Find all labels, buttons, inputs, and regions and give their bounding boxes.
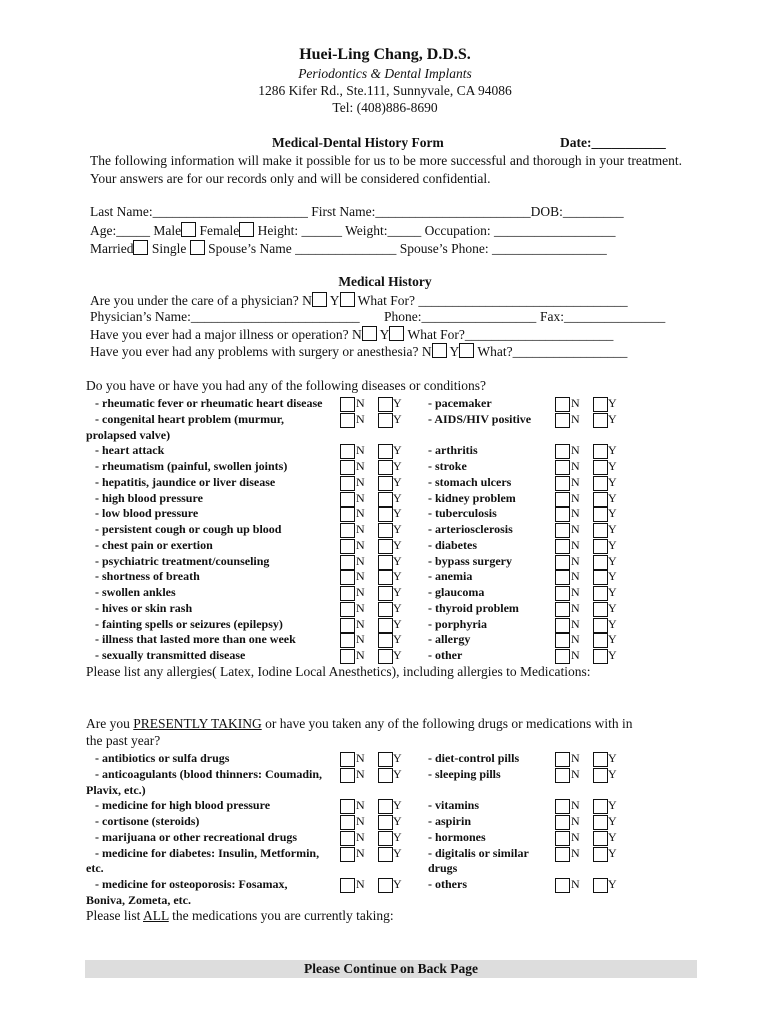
major-illness-row [90, 326, 613, 343]
condition-left-n-label: N [356, 632, 365, 647]
condition-right-n-checkbox[interactable] [555, 397, 570, 412]
medication-left-y-label: Y [393, 845, 402, 860]
surgery-problem-question: Have you ever had any problems with surgery or anesthesia? N [90, 344, 432, 359]
medication-right-label: - vitamins [428, 798, 479, 813]
medications-list-prompt [86, 908, 394, 924]
surgery-problem-n-checkbox[interactable] [432, 343, 447, 358]
condition-right-n-label: N [571, 585, 580, 599]
female-checkbox[interactable] [239, 222, 254, 237]
condition-right-y-label: Y [608, 443, 617, 458]
medication-left-n-checkbox[interactable] [340, 768, 355, 783]
condition-right-y-checkbox[interactable] [593, 523, 608, 538]
condition-right-n-label: N [571, 616, 580, 631]
condition-right-y-checkbox[interactable] [593, 570, 608, 585]
medication-left-label: - cortisone (steroids) [95, 814, 200, 828]
condition-left-y-label: Y [393, 522, 402, 536]
medication-right-n-label: N [571, 845, 580, 860]
condition-right-label: - tuberculosis [428, 506, 497, 521]
list-prompt-all: ALL [143, 908, 169, 923]
physician-care-y-label: Y [329, 293, 340, 308]
condition-right-n-checkbox[interactable] [555, 555, 570, 570]
medication-right-n-label: N [571, 766, 580, 781]
condition-right-y-checkbox[interactable] [593, 397, 608, 412]
condition-left-n-label: N [356, 396, 365, 410]
medication-left-n-label: N [356, 766, 365, 781]
medication-right-y-checkbox[interactable] [593, 799, 608, 814]
physician-care-what-for[interactable]: What For? _______________________________ [357, 293, 628, 308]
form-intro: The following information will make it possible for us to be more successful and thorough in your treatment. Your answers are for our records only and will be considered confidential. [90, 153, 682, 186]
major-illness-y-checkbox[interactable] [389, 326, 404, 341]
condition-left-y-checkbox[interactable] [378, 523, 393, 538]
condition-left-n-label: N [356, 600, 365, 615]
condition-left-n-label: N [356, 443, 365, 458]
condition-left-label: - psychiatric treatment/counseling [95, 553, 270, 568]
condition-left-n-checkbox[interactable] [340, 397, 355, 412]
condition-right-y-label: Y [608, 411, 617, 426]
condition-right-y-checkbox[interactable] [593, 649, 608, 664]
condition-right-y-label: Y [608, 585, 617, 599]
medication-right-y-label: Y [608, 814, 617, 828]
medication-left-y-label: Y [393, 798, 402, 813]
condition-right-label: - anemia [428, 569, 473, 584]
condition-left-y-checkbox[interactable] [378, 633, 393, 648]
condition-right-y-label: Y [608, 632, 617, 647]
medications-question-line2: the past year? [86, 733, 161, 748]
medication-right-n-checkbox[interactable] [555, 752, 570, 767]
condition-right-n-checkbox[interactable] [555, 492, 570, 507]
medical-history-title: Medical History [338, 274, 432, 289]
medication-left-n-checkbox[interactable] [340, 831, 355, 846]
condition-left-n-checkbox[interactable] [340, 413, 355, 428]
occupation-field[interactable]: Occupation: __________________ [424, 223, 616, 238]
medication-right-label: - hormones [428, 829, 486, 844]
condition-left-n-label: N [356, 553, 365, 568]
date-field[interactable]: Date:___________ [560, 135, 666, 150]
condition-right-label: - stroke [428, 459, 467, 473]
practice-phone: Tel: (408)886-8690 [332, 100, 438, 115]
condition-left-y-label: Y [393, 553, 402, 568]
condition-left-n-label: N [356, 411, 365, 426]
condition-left-n-checkbox[interactable] [340, 492, 355, 507]
medication-right-n-checkbox[interactable] [555, 878, 570, 893]
condition-right-n-checkbox[interactable] [555, 618, 570, 633]
practice-address: 1286 Kifer Rd., Ste.111, Sunnyvale, CA 94086 [258, 83, 512, 98]
condition-right-label: - allergy [428, 632, 471, 647]
medication-left-label: - medicine for high blood pressure [95, 798, 271, 813]
condition-left-n-checkbox[interactable] [340, 570, 355, 585]
medications-question-emphasis: PRESENTLY TAKING [133, 716, 262, 731]
condition-left-n-checkbox[interactable] [340, 602, 355, 617]
condition-right-n-label: N [571, 443, 580, 458]
condition-right-n-checkbox[interactable] [555, 476, 570, 491]
medication-left-y-label: Y [393, 829, 402, 844]
medication-left-n-label: N [356, 829, 365, 844]
medication-right-y-label: Y [608, 798, 617, 813]
condition-left-label: - swollen ankles [95, 585, 176, 599]
medication-right-y-label: Y [608, 877, 617, 891]
list-prompt-a: Please list [86, 908, 143, 923]
condition-left-label: - low blood pressure [95, 506, 199, 521]
medication-right-label: drugs [428, 861, 458, 876]
medication-left-label: etc. [86, 861, 104, 876]
medication-left-y-checkbox[interactable] [378, 815, 393, 830]
dob-field[interactable]: DOB:_________ [530, 204, 624, 219]
condition-left-y-label: Y [393, 490, 402, 505]
condition-right-y-checkbox[interactable] [593, 602, 608, 617]
medication-left-y-label: Y [393, 814, 402, 828]
physician-fax-field[interactable]: Fax:_______________ [540, 309, 666, 324]
condition-left-y-checkbox[interactable] [378, 602, 393, 617]
condition-right-y-label: Y [608, 396, 617, 410]
medication-left-y-checkbox[interactable] [378, 847, 393, 862]
medication-left-label: Plavix, etc.) [86, 782, 146, 797]
conditions-question: Do you have or have you had any of the following diseases or conditions? [86, 378, 487, 393]
condition-left-y-label: Y [393, 443, 402, 458]
condition-right-label: - pacemaker [428, 396, 492, 410]
condition-right-y-checkbox[interactable] [593, 618, 608, 633]
medication-right-n-label: N [571, 814, 580, 828]
physician-info-row [90, 309, 666, 325]
physician-care-y-checkbox[interactable] [340, 292, 355, 307]
medication-right-label: - digitalis or similar [428, 845, 529, 860]
condition-right-y-label: Y [608, 490, 617, 505]
condition-left-label: prolapsed valve) [86, 427, 171, 442]
condition-left-n-checkbox[interactable] [340, 555, 355, 570]
age-field[interactable]: Age:_____ [90, 223, 150, 238]
condition-left-y-label: Y [393, 569, 402, 584]
condition-left-n-label: N [356, 537, 365, 552]
medication-right-y-label: Y [608, 766, 617, 781]
medication-left-y-checkbox[interactable] [378, 799, 393, 814]
condition-right-n-checkbox[interactable] [555, 633, 570, 648]
medication-right-n-label: N [571, 751, 580, 765]
medication-left-y-checkbox[interactable] [378, 878, 393, 893]
medications-question-part1: Are you [86, 716, 134, 731]
condition-right-n-label: N [571, 506, 580, 521]
medication-right-y-checkbox[interactable] [593, 831, 608, 846]
condition-left-label: - hives or skin rash [95, 600, 193, 615]
condition-right-y-label: Y [608, 569, 617, 584]
condition-left-y-label: Y [393, 459, 402, 473]
marital-row [90, 240, 607, 257]
medication-right-n-checkbox[interactable] [555, 799, 570, 814]
condition-right-n-checkbox[interactable] [555, 602, 570, 617]
condition-left-y-checkbox[interactable] [378, 492, 393, 507]
medication-right-y-checkbox[interactable] [593, 847, 608, 862]
height-field[interactable]: Height: ______ [257, 223, 342, 238]
condition-left-label: - shortness of breath [95, 569, 200, 584]
condition-left-y-label: Y [393, 411, 402, 426]
medication-left-n-checkbox[interactable] [340, 799, 355, 814]
medication-left-label: - medicine for diabetes: Insulin, Metformin, [95, 845, 320, 860]
condition-left-label: - illness that lasted more than one week [95, 632, 296, 647]
medication-right-n-checkbox[interactable] [555, 847, 570, 862]
medication-left-label: - anticoagulants (blood thinners: Coumadin, [95, 766, 323, 781]
condition-right-n-checkbox[interactable] [555, 460, 570, 475]
condition-left-label: - high blood pressure [95, 490, 203, 505]
condition-left-label: - persistent cough or cough up blood [95, 522, 282, 536]
major-illness-what-for[interactable]: What For?______________________ [407, 327, 614, 342]
medication-right-y-checkbox[interactable] [593, 768, 608, 783]
major-illness-n-checkbox[interactable] [362, 326, 377, 341]
condition-left-y-checkbox[interactable] [378, 460, 393, 475]
condition-right-n-label: N [571, 569, 580, 584]
medication-left-n-label: N [356, 751, 365, 765]
condition-left-label: - rheumatic fever or rheumatic heart disease [95, 396, 323, 410]
condition-right-n-checkbox[interactable] [555, 649, 570, 664]
condition-left-n-checkbox[interactable] [340, 539, 355, 554]
condition-right-n-label: N [571, 522, 580, 536]
condition-left-n-checkbox[interactable] [340, 460, 355, 475]
first-name-field[interactable]: First Name:_______________________ [311, 204, 531, 219]
condition-right-y-checkbox[interactable] [593, 413, 608, 428]
condition-right-y-label: Y [608, 474, 617, 489]
single-checkbox[interactable] [190, 240, 205, 255]
physician-phone-field[interactable]: Phone:_________________ [384, 309, 537, 324]
continue-footer: Please Continue on Back Page [85, 960, 697, 978]
condition-left-n-checkbox[interactable] [340, 586, 355, 601]
condition-right-y-label: Y [608, 616, 617, 631]
medications-question [86, 716, 633, 732]
surgery-problem-y-checkbox[interactable] [459, 343, 474, 358]
condition-right-y-label: Y [608, 522, 617, 536]
medication-left-y-checkbox[interactable] [378, 768, 393, 783]
condition-right-y-label: Y [608, 600, 617, 615]
spouse-name-field[interactable]: Spouse’s Name _______________ [208, 241, 397, 256]
condition-left-y-checkbox[interactable] [378, 444, 393, 459]
condition-left-n-checkbox[interactable] [340, 507, 355, 522]
condition-right-label: - other [428, 648, 463, 662]
condition-left-n-checkbox[interactable] [340, 523, 355, 538]
condition-left-n-checkbox[interactable] [340, 618, 355, 633]
condition-left-y-label: Y [393, 537, 402, 552]
medication-right-y-checkbox[interactable] [593, 878, 608, 893]
medication-left-n-checkbox[interactable] [340, 847, 355, 862]
condition-left-label: - fainting spells or seizures (epilepsy) [95, 616, 283, 631]
medication-left-y-label: Y [393, 751, 402, 765]
physician-care-n-checkbox[interactable] [312, 292, 327, 307]
medication-right-n-label: N [571, 829, 580, 844]
condition-right-n-checkbox[interactable] [555, 523, 570, 538]
condition-left-y-label: Y [393, 396, 402, 410]
condition-right-n-checkbox[interactable] [555, 413, 570, 428]
form-title: Medical-Dental History Form [272, 135, 444, 150]
condition-right-label: - diabetes [428, 537, 477, 552]
medication-right-y-label: Y [608, 845, 617, 860]
condition-right-n-label: N [571, 474, 580, 489]
spouse-phone-field[interactable]: Spouse’s Phone: _________________ [399, 241, 607, 256]
medication-left-n-checkbox[interactable] [340, 878, 355, 893]
condition-right-n-label: N [571, 459, 580, 473]
condition-right-y-checkbox[interactable] [593, 555, 608, 570]
medication-right-n-checkbox[interactable] [555, 768, 570, 783]
condition-left-label: - heart attack [95, 443, 165, 458]
medication-left-n-checkbox[interactable] [340, 752, 355, 767]
condition-left-y-checkbox[interactable] [378, 570, 393, 585]
condition-right-y-checkbox[interactable] [593, 492, 608, 507]
medication-left-label: - marijuana or other recreational drugs [95, 829, 298, 844]
condition-right-y-checkbox[interactable] [593, 633, 608, 648]
condition-right-y-checkbox[interactable] [593, 586, 608, 601]
medication-left-y-label: Y [393, 766, 402, 781]
medication-left-label: Boniva, Zometa, etc. [86, 892, 191, 907]
condition-right-label: - stomach ulcers [428, 474, 512, 489]
age-row [90, 222, 616, 239]
condition-right-label: - porphyria [428, 616, 488, 631]
medication-right-label: - diet-control pills [428, 751, 520, 765]
condition-left-y-checkbox[interactable] [378, 586, 393, 601]
condition-right-label: - arteriosclerosis [428, 522, 513, 536]
condition-left-n-checkbox[interactable] [340, 476, 355, 491]
practice-specialty: Periodontics & Dental Implants [298, 66, 472, 81]
condition-right-n-label: N [571, 648, 580, 662]
medication-right-label: - others [428, 877, 467, 891]
medication-left-n-label: N [356, 798, 365, 813]
condition-left-y-checkbox[interactable] [378, 618, 393, 633]
condition-left-y-checkbox[interactable] [378, 539, 393, 554]
allergies-prompt: Please list any allergies( Latex, Iodine Local Anesthetics), including allergies to Medications: [86, 664, 591, 679]
female-label: Female [199, 223, 240, 238]
condition-left-n-label: N [356, 459, 365, 473]
condition-left-n-checkbox[interactable] [340, 649, 355, 664]
condition-left-y-checkbox[interactable] [378, 555, 393, 570]
condition-right-y-checkbox[interactable] [593, 476, 608, 491]
last-name-field[interactable]: Last Name:_______________________ [90, 204, 308, 219]
condition-right-label: - kidney problem [428, 490, 516, 505]
physician-care-row [90, 292, 628, 309]
medication-right-n-checkbox[interactable] [555, 831, 570, 846]
condition-right-label: - AIDS/HIV positive [428, 411, 532, 426]
condition-left-n-label: N [356, 569, 365, 584]
condition-right-label: - thyroid problem [428, 600, 519, 615]
condition-right-y-checkbox[interactable] [593, 539, 608, 554]
condition-left-label: - rheumatism (painful, swollen joints) [95, 459, 288, 473]
condition-right-n-label: N [571, 411, 580, 426]
condition-left-y-checkbox[interactable] [378, 649, 393, 664]
condition-right-n-checkbox[interactable] [555, 507, 570, 522]
married-label: Married [90, 241, 134, 256]
medication-left-label: - antibiotics or sulfa drugs [95, 751, 230, 765]
condition-right-label: - glaucoma [428, 585, 485, 599]
condition-right-n-label: N [571, 490, 580, 505]
medication-left-n-label: N [356, 845, 365, 860]
medication-right-y-label: Y [608, 829, 617, 844]
name-row [90, 204, 624, 220]
condition-right-label: - arthritis [428, 443, 478, 458]
weight-field[interactable]: Weight:_____ [345, 223, 422, 238]
condition-left-n-label: N [356, 616, 365, 631]
list-prompt-b: the medications you are currently taking: [168, 908, 394, 923]
condition-right-y-checkbox[interactable] [593, 444, 608, 459]
surgery-problem-what[interactable]: What?_________________ [477, 344, 628, 359]
male-checkbox[interactable] [181, 222, 196, 237]
condition-left-n-label: N [356, 585, 365, 599]
condition-right-n-checkbox[interactable] [555, 444, 570, 459]
condition-left-label: - chest pain or exertion [95, 537, 213, 552]
condition-left-y-label: Y [393, 600, 402, 615]
condition-right-n-label: N [571, 537, 580, 552]
medication-left-y-checkbox[interactable] [378, 831, 393, 846]
condition-left-y-checkbox[interactable] [378, 476, 393, 491]
medication-right-n-label: N [571, 877, 580, 891]
physician-care-question: Are you under the care of a physician? N [90, 293, 312, 308]
condition-left-y-label: Y [393, 616, 402, 631]
condition-right-n-label: N [571, 553, 580, 568]
condition-left-n-label: N [356, 506, 365, 521]
condition-left-label: - congenital heart problem (murmur, [95, 411, 284, 426]
medication-left-n-checkbox[interactable] [340, 815, 355, 830]
medication-left-y-label: Y [393, 877, 402, 891]
medications-question-part2: or have you taken any of the following drugs or medications with in [261, 716, 633, 731]
medication-right-y-checkbox[interactable] [593, 815, 608, 830]
condition-left-n-label: N [356, 522, 365, 536]
condition-left-n-label: N [356, 490, 365, 505]
condition-right-y-label: Y [608, 506, 617, 521]
condition-right-y-label: Y [608, 537, 617, 552]
medication-right-y-checkbox[interactable] [593, 752, 608, 767]
male-label: Male [153, 223, 182, 238]
condition-left-n-checkbox[interactable] [340, 633, 355, 648]
major-illness-y-label: Y [379, 327, 390, 342]
condition-left-y-checkbox[interactable] [378, 413, 393, 428]
single-label: Single [151, 241, 187, 256]
condition-left-n-checkbox[interactable] [340, 444, 355, 459]
condition-right-y-label: Y [608, 459, 617, 473]
condition-right-y-label: Y [608, 648, 617, 662]
condition-left-label: - sexually transmitted disease [95, 648, 246, 662]
doctor-name: Huei-Ling Chang, D.D.S. [299, 46, 471, 63]
condition-right-n-checkbox[interactable] [555, 570, 570, 585]
major-illness-question: Have you ever had a major illness or operation? N [90, 327, 362, 342]
physician-name-field[interactable]: Physician’s Name:_________________________ [90, 309, 360, 324]
condition-left-n-label: N [356, 648, 365, 662]
condition-right-label: - bypass surgery [428, 553, 513, 568]
condition-right-n-label: N [571, 600, 580, 615]
medication-right-n-label: N [571, 798, 580, 813]
surgery-problem-row [90, 343, 627, 360]
medication-left-y-checkbox[interactable] [378, 752, 393, 767]
condition-right-n-checkbox[interactable] [555, 586, 570, 601]
condition-right-y-checkbox[interactable] [593, 507, 608, 522]
medication-right-label: - sleeping pills [428, 766, 501, 781]
medication-right-n-checkbox[interactable] [555, 815, 570, 830]
condition-left-y-label: Y [393, 506, 402, 521]
condition-left-label: - hepatitis, jaundice or liver disease [95, 474, 276, 489]
medication-left-n-label: N [356, 877, 365, 891]
condition-right-n-checkbox[interactable] [555, 539, 570, 554]
condition-right-n-label: N [571, 632, 580, 647]
condition-left-y-label: Y [393, 474, 402, 489]
condition-left-y-label: Y [393, 585, 402, 599]
medication-left-n-label: N [356, 814, 365, 828]
condition-right-n-label: N [571, 396, 580, 410]
medication-right-y-label: Y [608, 751, 617, 765]
medication-left-label: - medicine for osteoporosis: Fosamax, [95, 877, 288, 891]
condition-left-y-label: Y [393, 632, 402, 647]
medication-right-label: - aspirin [428, 814, 472, 828]
condition-right-y-checkbox[interactable] [593, 460, 608, 475]
condition-left-y-checkbox[interactable] [378, 507, 393, 522]
married-checkbox[interactable] [133, 240, 148, 255]
condition-left-y-label: Y [393, 648, 402, 662]
condition-right-y-label: Y [608, 553, 617, 568]
condition-left-n-label: N [356, 474, 365, 489]
surgery-problem-y-label: Y [449, 344, 460, 359]
condition-left-y-checkbox[interactable] [378, 397, 393, 412]
